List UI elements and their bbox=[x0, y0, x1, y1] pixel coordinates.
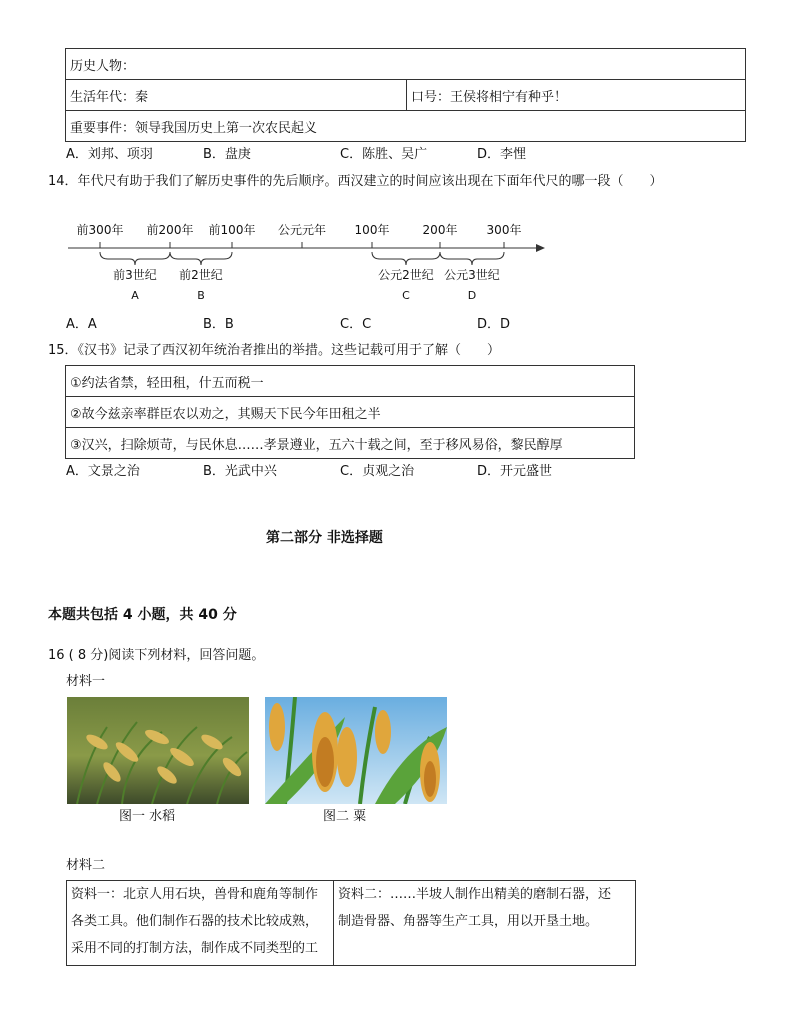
q14-option-a[interactable]: A．A bbox=[66, 317, 97, 332]
q13-row2-left: 生活年代：秦 bbox=[66, 80, 407, 111]
segment-letter: B bbox=[197, 289, 205, 302]
q15-stem: 15．《汉书》记录了西汉初年统治者推出的举措。这些记载可用于了解（ ） bbox=[48, 343, 501, 358]
q15-option-d[interactable]: D．开元盛世 bbox=[477, 464, 553, 479]
segment-label: 公元3世纪 bbox=[444, 268, 500, 282]
material2-label: 材料二 bbox=[66, 858, 106, 873]
q15-row2: ②故今兹亲率群臣农以劝之，其赐天下民今年田租之半 bbox=[66, 397, 635, 428]
q15-option-b[interactable]: B．光武中兴 bbox=[203, 464, 277, 479]
q13-option-b[interactable]: B．盘庚 bbox=[203, 147, 251, 162]
q14-option-c[interactable]: C．C bbox=[340, 317, 372, 332]
rice-photo bbox=[67, 697, 249, 804]
segment-brace bbox=[372, 252, 440, 265]
material2-table bbox=[66, 880, 636, 966]
q14-option-d[interactable]: D．D bbox=[477, 317, 511, 332]
q13-table bbox=[65, 48, 746, 142]
timeline-tick-label: 前300年 bbox=[76, 223, 124, 237]
segment-letter: A bbox=[131, 289, 139, 302]
timeline-tick-label: 300年 bbox=[486, 223, 522, 237]
source1-cell bbox=[67, 881, 334, 966]
q13-option-c[interactable]: C．陈胜、吴广 bbox=[340, 147, 428, 162]
q14-option-b[interactable]: B．B bbox=[203, 317, 234, 332]
q15-table bbox=[65, 365, 635, 459]
material1-label: 材料一 bbox=[66, 674, 106, 689]
source1-line3: 采用不同的打制方法，制作成不同类型的工 bbox=[71, 941, 319, 956]
part2-title: 第二部分 非选择题 bbox=[266, 530, 383, 546]
timeline-tick-label: 100年 bbox=[354, 223, 390, 237]
source1-line1: 资料一：北京人用石块，兽骨和鹿角等制作 bbox=[71, 887, 319, 902]
segment-letter: C bbox=[402, 289, 410, 302]
source2-line2: 制造骨器、角器等生产工具，用以开垦土地。 bbox=[338, 914, 599, 929]
segment-brace bbox=[100, 252, 170, 265]
source1-line2: 各类工具。他们制作石器的技术比较成熟， bbox=[71, 914, 319, 929]
q16-stem: 16 ( 8 分)阅读下列材料，回答问题。 bbox=[48, 648, 265, 663]
timeline-diagram bbox=[0, 218, 793, 318]
timeline-tick-label: 200年 bbox=[422, 223, 458, 237]
segment-brace bbox=[170, 252, 232, 265]
timeline-tick-label: 前100年 bbox=[208, 223, 256, 237]
source2-line1: 资料二：……半坡人制作出精美的磨制石器，还 bbox=[338, 887, 612, 902]
millet-photo bbox=[265, 697, 447, 804]
q15-options bbox=[66, 460, 614, 479]
q15-option-c[interactable]: C．贞观之治 bbox=[340, 464, 415, 479]
segment-brace bbox=[440, 252, 504, 265]
q13-row1: 历史人物： bbox=[66, 49, 746, 80]
segment-label: 前2世纪 bbox=[179, 268, 223, 282]
timeline-tick-label: 公元元年 bbox=[277, 223, 327, 237]
q13-row2-right: 口号：王侯将相宁有种乎！ bbox=[407, 80, 746, 111]
part2-intro: 本题共包括 4 小题，共 40 分 bbox=[48, 607, 237, 623]
q13-option-a[interactable]: A．刘邦、项羽 bbox=[66, 147, 153, 162]
q15-row3: ③汉兴，扫除烦苛，与民休息……孝景遵业，五六十载之间，至于移风易俗，黎民醇厚 bbox=[66, 428, 635, 459]
segment-letter: D bbox=[467, 289, 477, 302]
q15-row1: ①约法省禁，轻田租，什五而税一 bbox=[66, 366, 635, 397]
q14-options bbox=[66, 313, 614, 332]
q13-options bbox=[66, 143, 614, 162]
source2-cell bbox=[334, 881, 636, 966]
segment-label: 前3世纪 bbox=[113, 268, 157, 282]
q15-option-a[interactable]: A．文景之治 bbox=[66, 464, 140, 479]
q13-option-d[interactable]: D．李悝 bbox=[477, 147, 527, 162]
q13-row3: 重要事件：领导我国历史上第一次农民起义 bbox=[66, 111, 746, 142]
q14-stem: 14．年代尺有助于我们了解历史事件的先后顺序。西汉建立的时间应该出现在下面年代尺的哪一段（ ） bbox=[48, 174, 663, 189]
timeline-tick-label: 前200年 bbox=[146, 223, 194, 237]
segment-label: 公元2世纪 bbox=[378, 268, 434, 282]
rice-caption: 图一 水稻 bbox=[119, 809, 176, 824]
millet-caption: 图二 粟 bbox=[323, 809, 367, 824]
